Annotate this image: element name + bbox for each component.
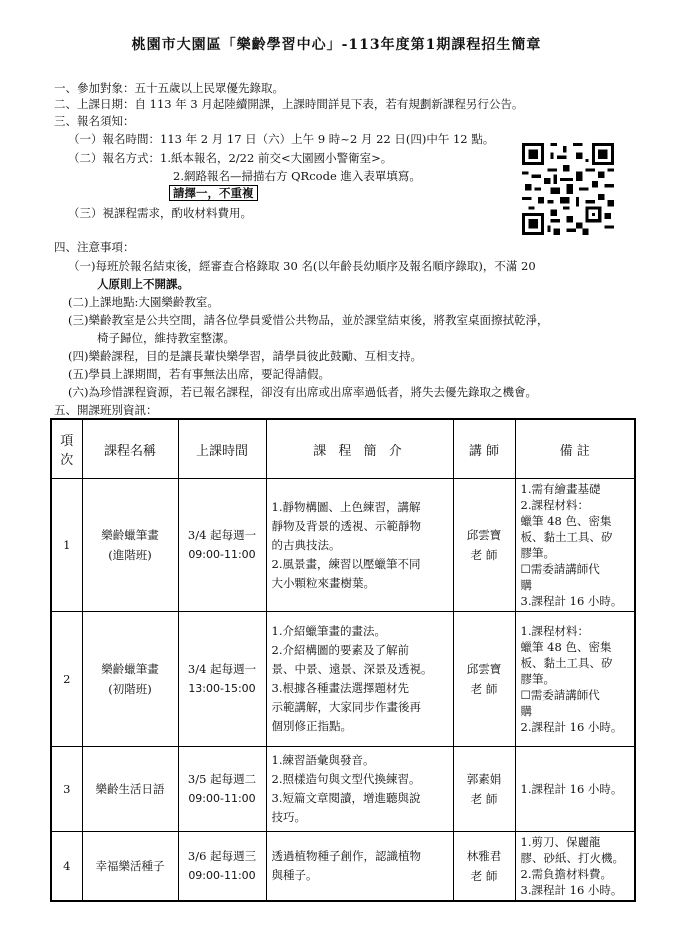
course-teacher [453, 612, 515, 747]
table-row [51, 612, 635, 747]
desc-line: 技巧。 [271, 810, 306, 824]
note-2: (二)上課地點:大園樂齡教室。 [68, 295, 219, 309]
table-row [51, 832, 635, 902]
row-number: 4 [51, 832, 82, 902]
desc-line: 2.風景畫，練習以壓蠟筆不同 [271, 556, 421, 571]
course-start: 3/5 起每週二 [187, 772, 257, 786]
section-3-heading: 三、報名須知： [54, 114, 135, 128]
teacher-name: 郭素娟 [466, 772, 502, 786]
desc-line: 與種子。 [271, 868, 318, 882]
note-line: 蠟筆 48 色、密集 [520, 514, 612, 528]
section-4-heading: 四、注意事項： [54, 240, 135, 254]
note-line: 3.課程計 16 小時。 [520, 883, 623, 897]
course-hours: 09:00-11:00 [188, 548, 256, 561]
course-start: 3/6 起每週三 [187, 849, 257, 863]
registration-time: （一）報名時間：113 年 2 月 17 日（六）上午 9 時~2 月 22 日(四)中午 12 點。 [68, 132, 495, 146]
course-name-level: (進階班) [108, 548, 152, 562]
desc-line: 2.介紹構圖的要素及了解前 [271, 643, 409, 657]
header-note: 備 註 [515, 419, 635, 479]
note-line: 2.課程材料： [520, 498, 589, 512]
note-line: 膠筆。 [520, 672, 555, 686]
table-row [51, 479, 635, 612]
online-registration: 2.網路報名—掃描右方 QRcode 進入表單填寫。 [173, 169, 421, 183]
course-name [82, 612, 178, 747]
header-description: 課 程 簡 介 [266, 419, 453, 479]
desc-line: 1.靜物構圖、上色練習，講解 [271, 499, 421, 514]
qr-code[interactable] [522, 143, 614, 235]
teacher-title: 老 師 [470, 869, 498, 883]
course-hours: 09:00-11:00 [188, 792, 256, 805]
note-line: 板、黏土工具、矽 [520, 656, 613, 670]
course-description [266, 747, 453, 832]
teacher-name: 邱雲寶 [466, 528, 502, 542]
note-line: ☐需委請講師代 [520, 562, 600, 576]
course-name-main: 樂齡蠟筆畫 [101, 528, 159, 542]
section-5-heading: 五、開課班別資訊： [54, 403, 158, 417]
note-line: 1.需有繪畫基礎 [520, 482, 601, 496]
course-note [515, 747, 635, 832]
section-1: 一、參加對象：五十五歲以上民眾優先錄取。 [54, 81, 284, 95]
registration-method: （二）報名方式：1.紙本報名，2/22 前交<大園國小警衛室>。 [68, 151, 393, 165]
course-start: 3/4 起每週一 [187, 662, 257, 676]
note-1a: （一)每班於報名結束後，經審查合格錄取 30 名(以年齡長幼順序及報名順序錄取)，不滿 20 [68, 259, 536, 273]
choose-one-box: 請擇一，不重複 [169, 185, 258, 201]
course-name [82, 747, 178, 832]
document-title: 桃園市大園區「樂齡學習中心」-113年度第1期課程招生簡章 [131, 37, 542, 53]
teacher-title: 老 師 [470, 548, 498, 562]
desc-line: 示範講解，大家同步作畫後再 [271, 700, 421, 714]
header-no-line2: 次 [60, 453, 74, 468]
course-time [178, 612, 266, 747]
course-note [515, 612, 635, 747]
course-name-main: 樂齡生活日語 [95, 782, 165, 796]
course-time [178, 479, 266, 612]
desc-line: 靜物及背景的透視、示範靜物 [271, 518, 421, 533]
note-6: (六)為珍惜課程資源，若已報名課程，卻沒有出席或出席率過低者，將失去優先錄取之機會。 [68, 385, 537, 399]
row-number: 1 [51, 479, 82, 612]
course-hours: 13:00-15:00 [188, 682, 256, 695]
desc-line: 透過植物種子創作，認識植物 [271, 849, 421, 863]
table-row [51, 747, 635, 832]
note-3a: (三)樂齡教室是公共空間，請各位學員愛惜公共物品，並於課堂結束後，將教室桌面擦拭乾淨， [68, 313, 549, 327]
note-line: 蠟筆 48 色、密集 [520, 640, 612, 654]
note-line: ☐需委請講師代 [520, 688, 600, 702]
course-teacher [453, 747, 515, 832]
note-line: 2.需負擔材料費。 [520, 867, 612, 881]
course-teacher [453, 832, 515, 902]
table-header-row [51, 419, 635, 479]
course-start: 3/4 起每週一 [187, 528, 257, 542]
header-no-line1: 項 [60, 434, 74, 449]
course-name-main: 幸福樂活種子 [95, 859, 165, 873]
header-time: 上課時間 [178, 419, 266, 479]
course-name [82, 832, 178, 902]
note-3b: 椅子歸位，維持教室整潔。 [97, 331, 235, 345]
course-time [178, 832, 266, 902]
note-5: (五)學員上課期間，若有事無法出席，要記得請假。 [68, 367, 330, 381]
note-line: 1.課程計 16 小時。 [520, 782, 623, 796]
course-table [50, 418, 636, 902]
note-line: 3.課程計 16 小時。 [520, 594, 623, 608]
course-description [266, 612, 453, 747]
desc-line: 3.根據各種畫法選擇題材先 [271, 681, 409, 695]
course-note [515, 479, 635, 612]
note-line: 1.剪刀、保麗龍 [520, 835, 601, 849]
course-time [178, 747, 266, 832]
note-1b: 人原則上不開課。 [97, 277, 189, 291]
course-note [515, 832, 635, 902]
desc-line: 2.照樣造句與文型代換練習。 [271, 772, 421, 786]
course-hours: 09:00-11:00 [188, 869, 256, 882]
desc-line: 個別修正指點。 [271, 719, 352, 733]
choose-one-note [169, 186, 258, 200]
section-2: 二、上課日期：自 113 年 3 月起陸續開課，上課時間詳見下表，若有規劃新課程另行公告。 [54, 97, 524, 111]
teacher-title: 老 師 [470, 682, 498, 696]
note-line: 板、黏土工具、矽 [520, 530, 613, 544]
desc-line: 1.練習語彙與發音。 [271, 753, 375, 767]
header-course-name: 課程名稱 [82, 419, 178, 479]
teacher-name: 林雅君 [466, 849, 502, 863]
note-line: 購 [520, 578, 532, 592]
course-name [82, 479, 178, 612]
row-number: 3 [51, 747, 82, 832]
desc-line: 3.短篇文章閱讀，增進聽與說 [271, 791, 421, 805]
row-number: 2 [51, 612, 82, 747]
desc-line: 景、中景、遠景、深景及透視。 [271, 662, 433, 676]
teacher-title: 老 師 [470, 792, 498, 806]
material-fee-note: （三）視課程需求，酌收材料費用。 [68, 206, 252, 220]
note-line: 2.課程計 16 小時。 [520, 720, 623, 734]
course-description [266, 832, 453, 902]
desc-line: 1.介紹蠟筆畫的畫法。 [271, 624, 386, 638]
course-name-main: 樂齡蠟筆畫 [101, 662, 159, 676]
course-description [266, 479, 453, 612]
note-line: 購 [520, 704, 532, 718]
course-teacher [453, 479, 515, 612]
header-teacher: 講 師 [453, 419, 515, 479]
note-line: 膠、砂紙、打火機。 [520, 851, 624, 865]
course-name-level: (初階班) [108, 682, 152, 696]
desc-line: 的古典技法。 [271, 537, 341, 552]
note-line: 1.課程材料： [520, 624, 589, 638]
teacher-name: 邱雲寶 [466, 662, 502, 676]
note-4: (四)樂齡課程，目的是讓長輩快樂學習，請學員彼此鼓勵、互相支持。 [68, 349, 422, 363]
desc-line: 大小顆粒來畫樹葉。 [271, 575, 375, 590]
note-line: 膠筆。 [520, 546, 555, 560]
header-no [51, 419, 82, 479]
